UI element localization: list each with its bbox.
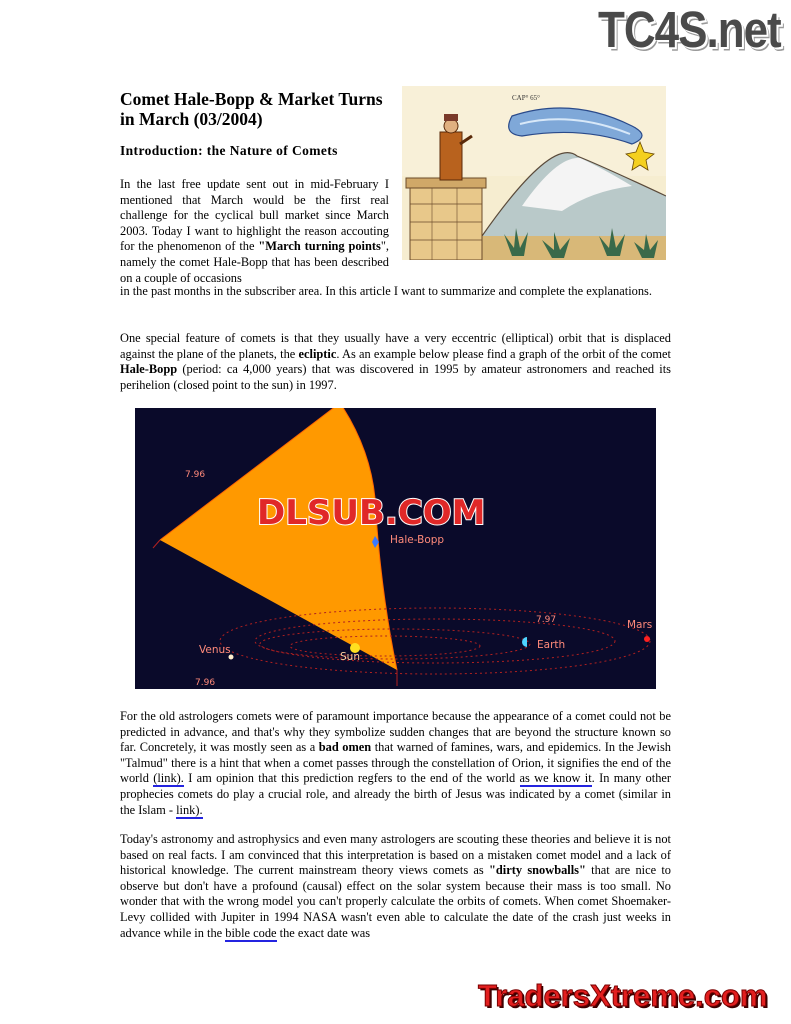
astronomy-paragraph: Today's astronomy and astrophysics and even many astrologers are scouting these theories and believe it is not based on real facts. I am convinced that this interpretation is based on a mistaken comet model and a lack of historical knowledge. The current mainstream theory views comets as "dirty snowballs" that are nice to observe but don't have a profound (causal) effect on the solar system because their mass is too small. No wonder that with the wrong model you can't properly calculate the orbits of comets. When comet Shoemaker-Levy collided with Jupiter in 1994 NASA wasn't even able to calculate the date of the crash just weeks in advance while in the bible code the exact date was [120, 832, 672, 940]
orbit-paragraph: One special feature of comets is that they usually have a very eccentric (elliptical) orbit that is displaced against the plane of the planets, the ecliptic. As an example below please find a graph of the orbit of the comet Hale-Bopp (period: ca 4,000 years) that was discovered in 1995 by amateur astronomers and reached its perihelion (closed point to the sun) in 1997. [120, 331, 671, 392]
comet-illustration [402, 86, 666, 260]
date-label-2: 7.97 [536, 615, 557, 625]
hale-bopp-label: Hale-Bopp [390, 534, 445, 546]
tc4s-watermark: TC4S.net [598, 2, 781, 59]
venus-label: Venus [199, 644, 231, 656]
intro-paragraph: In the last free update sent out in mid-February I mentioned that March would be the first real challenge for the cyclical bull market since March 2003. Today I want to highlight the reason accouting for the phenomenon of the "March turning points", namely the comet Hale-Bopp that has been described on a couple of occasions [120, 177, 389, 285]
date-label-3: 7.96 [195, 678, 216, 688]
illustration-caption: CAP° 65° [512, 94, 540, 102]
mars-label: Mars [627, 619, 653, 631]
astrology-paragraph: For the old astrologers comets were of paramount importance because the appearance of a comet could not be predicted in advance, and that's why they symbolize sudden changes that are beyond the structure known so far. Concretely, it was mostly seen as a bad omen that warned of famines, wars, and epidemics. In the Jewish "Talmud" there is a hint that when a comet passes through the constellation of Orion, it signifies the end of the world (link). I am opinion that this prediction regfers to the end of the world as we know it. In many other prophecies comets do play a crucial role, and already the birth of Jesus was indicated by a comet (similar in the Islam - link). [120, 709, 672, 817]
mars-marker [644, 636, 650, 642]
bible-code-link[interactable]: bible code [225, 925, 277, 940]
hale-bopp-orbit-figure [135, 408, 656, 689]
sun-label: Sun [340, 651, 360, 663]
islam-link[interactable]: link). [176, 802, 203, 817]
page-title: Comet Hale-Bopp & Market Turns in March (03/2004) [120, 89, 383, 129]
as-we-know-it-link[interactable]: as we know it [519, 771, 592, 786]
section-heading: Introduction: the Nature of Comets [120, 143, 338, 158]
tradersxtreme-watermark: TradersXtreme.com [478, 978, 768, 1013]
dlsub-watermark: DLSUB.COM [257, 493, 486, 533]
talmud-link[interactable]: (link). [153, 771, 184, 786]
earth-label: Earth [537, 639, 566, 651]
intro-paragraph-continued: in the past months in the subscriber area. In this article I want to summarize and complete the explanations. [120, 284, 652, 298]
date-label-1: 7.96 [185, 470, 206, 480]
